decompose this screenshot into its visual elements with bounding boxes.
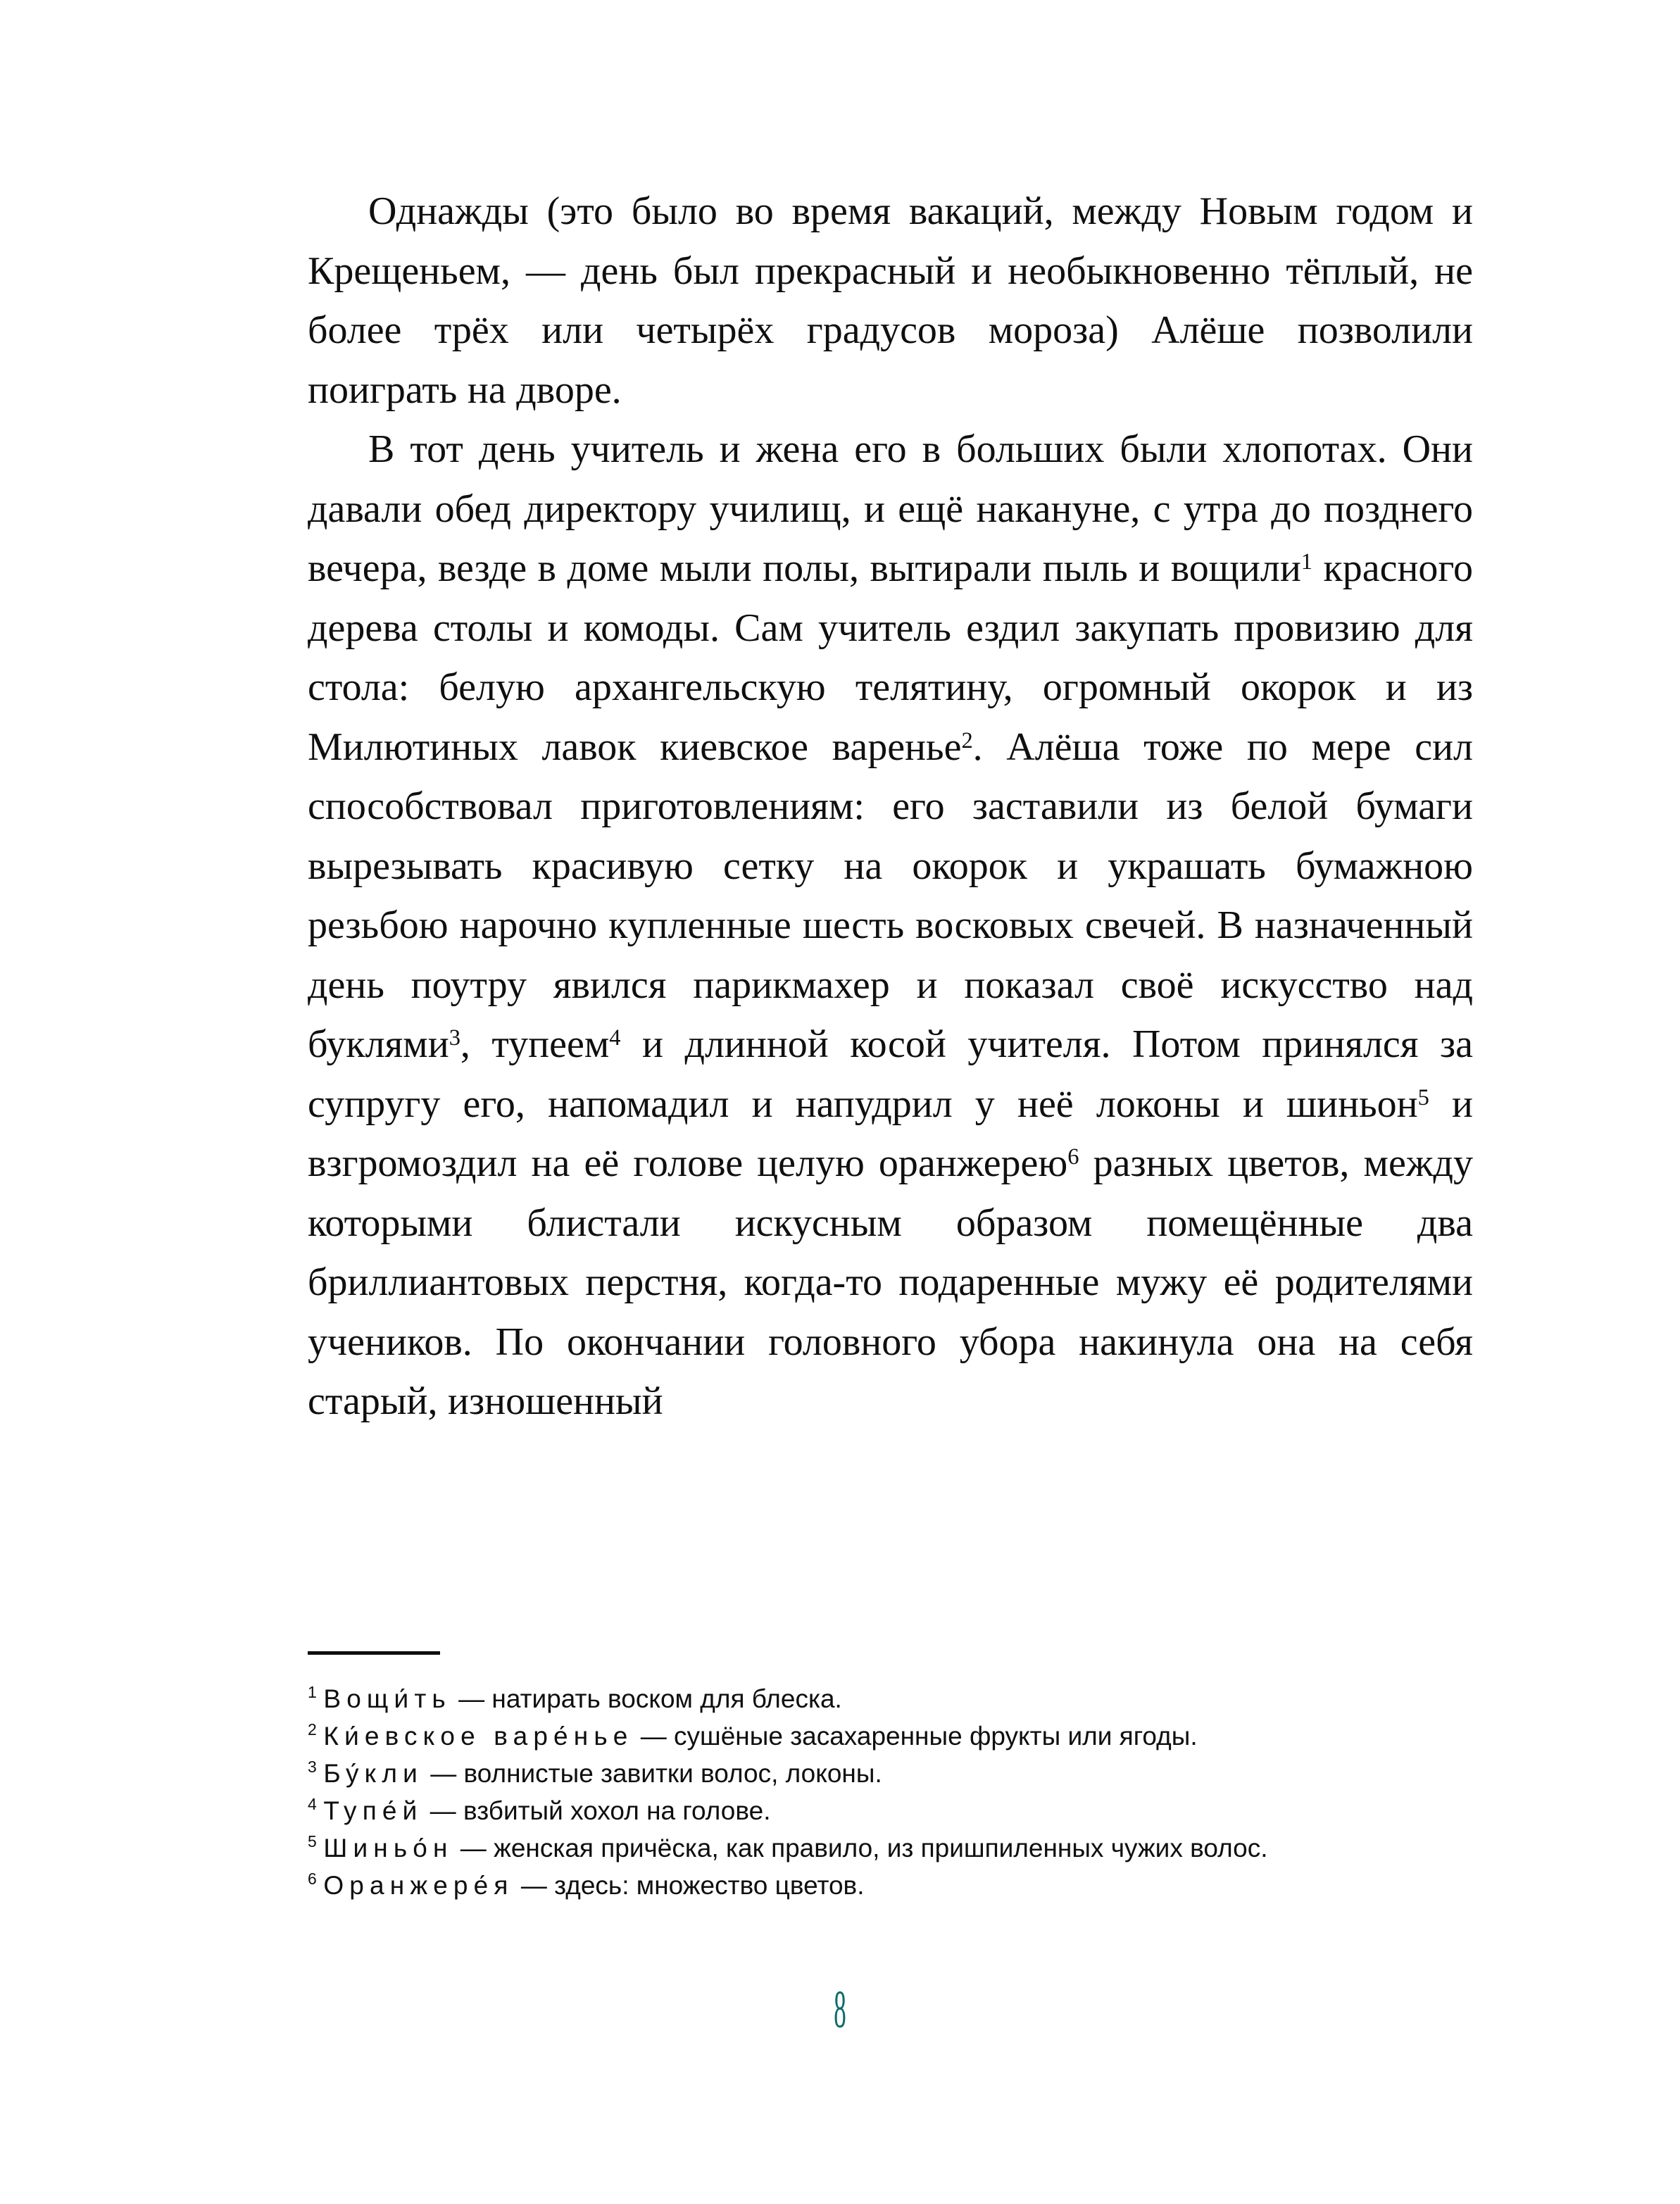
footnote-headword: Шиньо́н [323,1834,453,1862]
footnote-item [308,1792,1491,1829]
footnote-definition: — натирать воском для блеска. [451,1684,842,1713]
footnote-headword: Ки́евское варе́нье [323,1722,634,1751]
footnote-headword: Оранжере́я [323,1871,514,1900]
paragraph: В тот день учитель и жена его в больших были хлопотах. Они давали обед директору училищ, и ещё накануне, с утра до позднего вечера, везде в доме мыли полы, вытирали пыль и вощили$^1$ красного дерева столы и комоды. Сам учитель ездил закупать провизию для стола: белую архангельскую телятину, огромный окорок и из Милютиных лавок киевское варенье$^2$. Алёша тоже по мере сил способствовал приготовлениям: его заставили из белой бумаги вырезывать красивую сетку на окорок и украшать бумажною резьбою нарочно купленные шесть восковых свечей. В назначенный день поутру явился парикмахер и показал своё искусство над буклями$^3$, тупеем$^4$ и длинной косой учителя. Потом принялся за супругу его, напомадил и напудрил у неё локоны и шиньон$^5$ и взгромоздил на её голове целую оранжерею$^6$ разных цветов, между которыми блистали искусным образом помещённые два бриллиантовых перстня, когда-то подаренные мужу её родителями учеников. По окончании головного убора накинула она на себя старый, изношенный [308,427,1474,1423]
footnote-number: 4 [308,1794,317,1813]
footnote-separator-rule [308,1651,440,1655]
footnote-number: 2 [308,1720,317,1739]
footnote-definition: — женская причёска, как правило, из пришпиленных чужих волос. [453,1834,1268,1862]
footnote-number: 6 [308,1869,317,1888]
footnote-number: 1 [308,1682,317,1701]
paragraph: Однажды (это было во время вакаций, между Новым годом и Крещеньем, — день был прекрасный и необыкновенно тёплый, не более трёх или четырёх градусов мороза) Алёше позволили поиграть на дворе. [308,189,1473,412]
footnote-item [308,1829,1491,1867]
footnote-definition: — волнистые завитки волос, локоны. [422,1759,882,1788]
footnote-number: 5 [308,1832,317,1851]
footnote-item [308,1680,1491,1717]
footnote-headword: Бу́кли [323,1759,423,1788]
footnote-reference[interactable]: 5 [1417,1084,1429,1110]
footnote-reference[interactable]: 2 [961,727,973,753]
footnote-reference[interactable]: 4 [609,1025,621,1051]
footnote-number: 3 [308,1757,317,1776]
footnote-reference[interactable]: 1 [1300,549,1313,575]
footnote-headword: Вощи́ть [323,1684,451,1713]
page-number: 8 [834,1980,846,2039]
footnote-headword: Тупе́й [323,1796,423,1825]
footnote-definition: — взбитый хохол на голове. [422,1796,771,1825]
body-text-block [308,182,1473,1432]
footnote-item [308,1867,1491,1904]
footnote-item [308,1717,1491,1755]
footnote-reference[interactable]: 3 [449,1025,460,1051]
footnotes-block [308,1680,1491,1904]
footnote-definition: — здесь: множество цветов. [513,1871,865,1900]
footnote-item [308,1755,1491,1792]
footnote-definition: — сушёные засахаренные фрукты или ягоды. [633,1722,1198,1751]
footnote-reference[interactable]: 6 [1067,1144,1079,1170]
